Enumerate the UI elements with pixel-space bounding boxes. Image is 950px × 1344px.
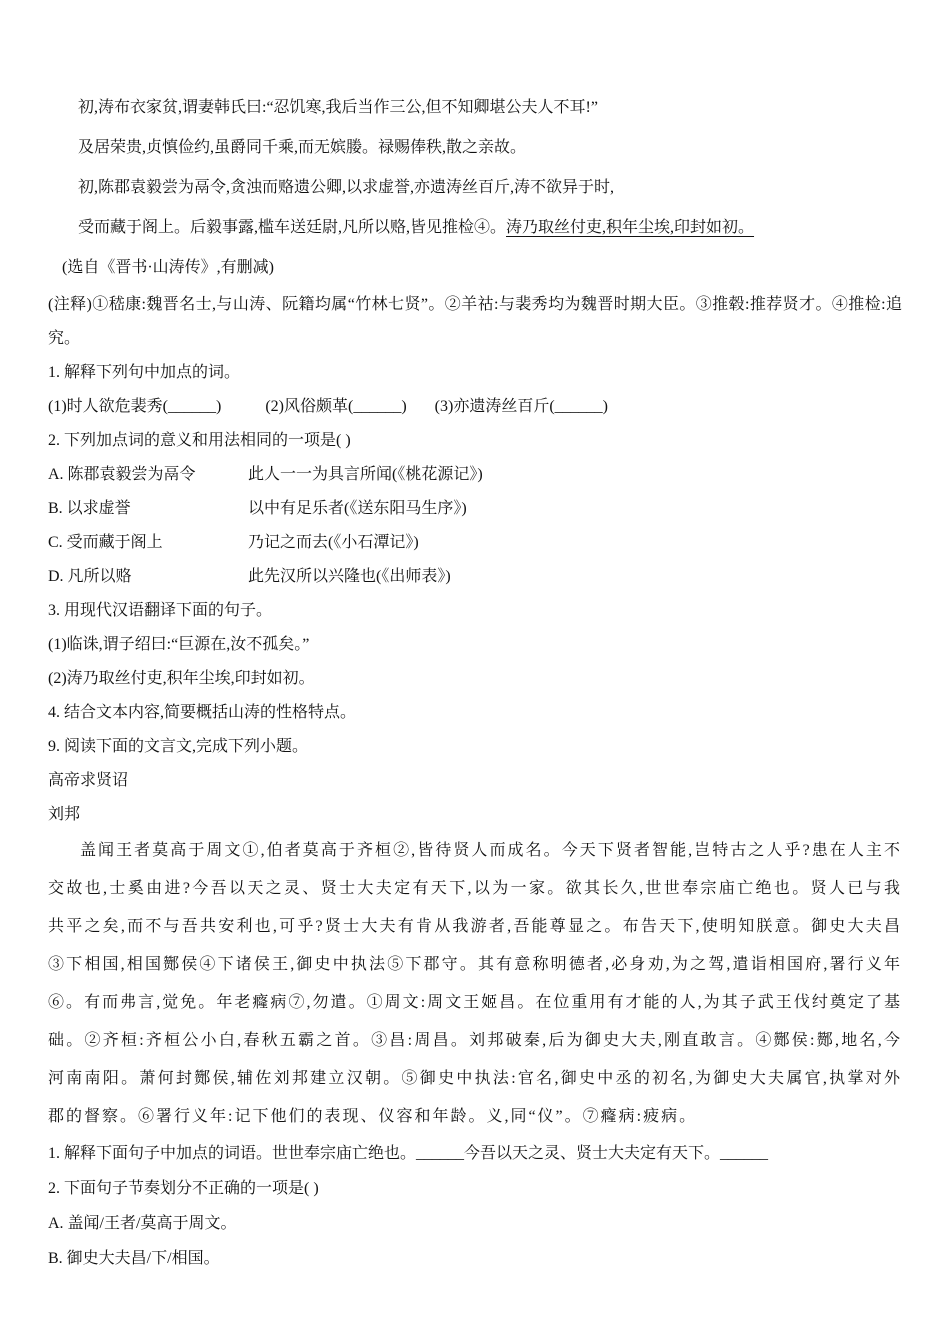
passage1-question-2-option-d	[48, 560, 902, 594]
option-c-left: C. 受而藏于阁上	[48, 534, 163, 551]
question-1-item-3: (3)亦遗涛丝百斤(______)	[434, 398, 608, 415]
passage1-source-attribution: (选自《晋书·山涛传》,有删减)	[62, 259, 274, 276]
passage2-question-2-option-a: A. 盖闻/王者/莫高于周文。	[48, 1215, 237, 1232]
passage2-title: 高帝求贤诏	[48, 772, 129, 789]
passage1-question-3-stem: 3. 用现代汉语翻译下面的句子。	[48, 602, 273, 619]
option-a-right: 此人一一为具言所闻(《桃花源记》)	[248, 466, 483, 483]
passage2-question-1: 1. 解释下面句子中加点的词语。世世奉宗庙亡绝也。______今吾以天之灵、贤士大夫定有天下。______	[48, 1145, 769, 1162]
option-c-right: 乃记之而去(《小石潭记》)	[248, 534, 419, 551]
question-1-item-1: (1)时人欲危裴秀(______)	[48, 398, 222, 415]
passage2-body-text: 盖闻王者莫高于周文①,伯者莫高于齐桓②,皆待贤人而成名。今天下贤者智能,岂特古之人乎?患在人主不交故也,士奚由进?今吾以天之灵、贤士大夫定有天下,以为一家。欲其长久,世世奉宗庙亡绝也。贤人已与我共平之矣,而不与吾共安利也,可乎?贤士大夫有肯从我游者,吾能尊显之。布告天下,使明知朕意。御史大夫昌③下相国,相国酂侯④下诸侯王,御史中执法⑤下郡守。其有意称明德者,必身劝,为之驾,遣诣相国府,署行义年⑥。有而弗言,觉免。年老癃病⑦,勿遣。①周文:周文王姬昌。在位重用有才能的人,为其子武王伐纣奠定了基础。②齐桓:齐桓公小白,春秋五霸之首。③昌:周昌。刘邦破秦,后为御史大夫,刚直敢言。④酂侯:酂,地名,今河南南阳。萧何封酂侯,辅佐刘邦建立汉朝。⑤御史中执法:官名,御史中丞的初名,为御史大夫属官,执掌对外郡的督察。⑥署行义年:记下他们的表现、仪容和年龄。义,同“仪”。⑦癃病:疲病。	[48, 842, 902, 1125]
option-d-left: D. 凡所以赂	[48, 568, 132, 585]
option-b-left: B. 以求虚誉	[48, 500, 131, 517]
passage2-question-2-option-b: B. 御史大夫昌/下/相国。	[48, 1250, 220, 1267]
passage1-annotations: (注释)①嵇康:魏晋名士,与山涛、阮籍均属“竹林七贤”。②羊祜:与裴秀均为魏晋时期大臣。③推毂:推荐贤才。④推检:追究。	[48, 296, 902, 347]
option-a-left: A. 陈郡袁毅尝为鬲令	[48, 466, 196, 483]
passage1-question-1-blanks	[48, 390, 902, 424]
question-1-item-2: (2)风俗颇革(______)	[265, 398, 407, 415]
passage1-question-2-option-b	[48, 492, 902, 526]
quote-line-4-normal: 受而藏于阁上。后毅事露,槛车送廷尉,凡所以赂,皆见推检④。	[78, 219, 507, 236]
passage1-quote-line-2: 及居荣贵,贞慎俭约,虽爵同千乘,而无嫔媵。禄赐俸秩,散之亲故。	[78, 139, 527, 156]
option-d-right: 此先汉所以兴隆也(《出师表》)	[248, 568, 451, 585]
passage1-quote-line-1: 初,涛布衣家贫,谓妻韩氏曰:“忍饥寒,我后当作三公,但不知卿堪公夫人不耳!”	[78, 99, 598, 116]
passage2-intro: 9. 阅读下面的文言文,完成下列小题。	[48, 738, 309, 755]
option-b-right: 以中有足乐者(《送东阳马生序》)	[248, 500, 467, 517]
passage1-quote-line-3: 初,陈郡袁毅尝为鬲令,贪浊而赂遗公卿,以求虚誉,亦遗涛丝百斤,涛不欲异于时,	[78, 179, 615, 196]
passage1-quote-line-4	[48, 208, 902, 248]
passage1-question-1-stem: 1. 解释下列句中加点的词。	[48, 364, 241, 381]
passage1-question-3-item-1: (1)临诛,谓子绍曰:“巨源在,汝不孤矣。”	[48, 636, 310, 653]
passage1-question-3-item-2: (2)涛乃取丝付吏,积年尘埃,印封如初。	[48, 670, 315, 687]
passage1-question-2-option-a	[48, 458, 902, 492]
passage1-question-2-option-c	[48, 526, 902, 560]
passage1-question-4-stem: 4. 结合文本内容,简要概括山涛的性格特点。	[48, 704, 357, 721]
passage1-question-2-stem: 2. 下列加点词的意义和用法相同的一项是( )	[48, 432, 351, 449]
passage2-author: 刘邦	[48, 806, 81, 823]
passage2-question-2-stem: 2. 下面句子节奏划分不正确的一项是( )	[48, 1180, 319, 1197]
quote-line-4-underlined-sentence: 涛乃取丝付吏,积年尘埃,印封如初。	[506, 219, 755, 236]
